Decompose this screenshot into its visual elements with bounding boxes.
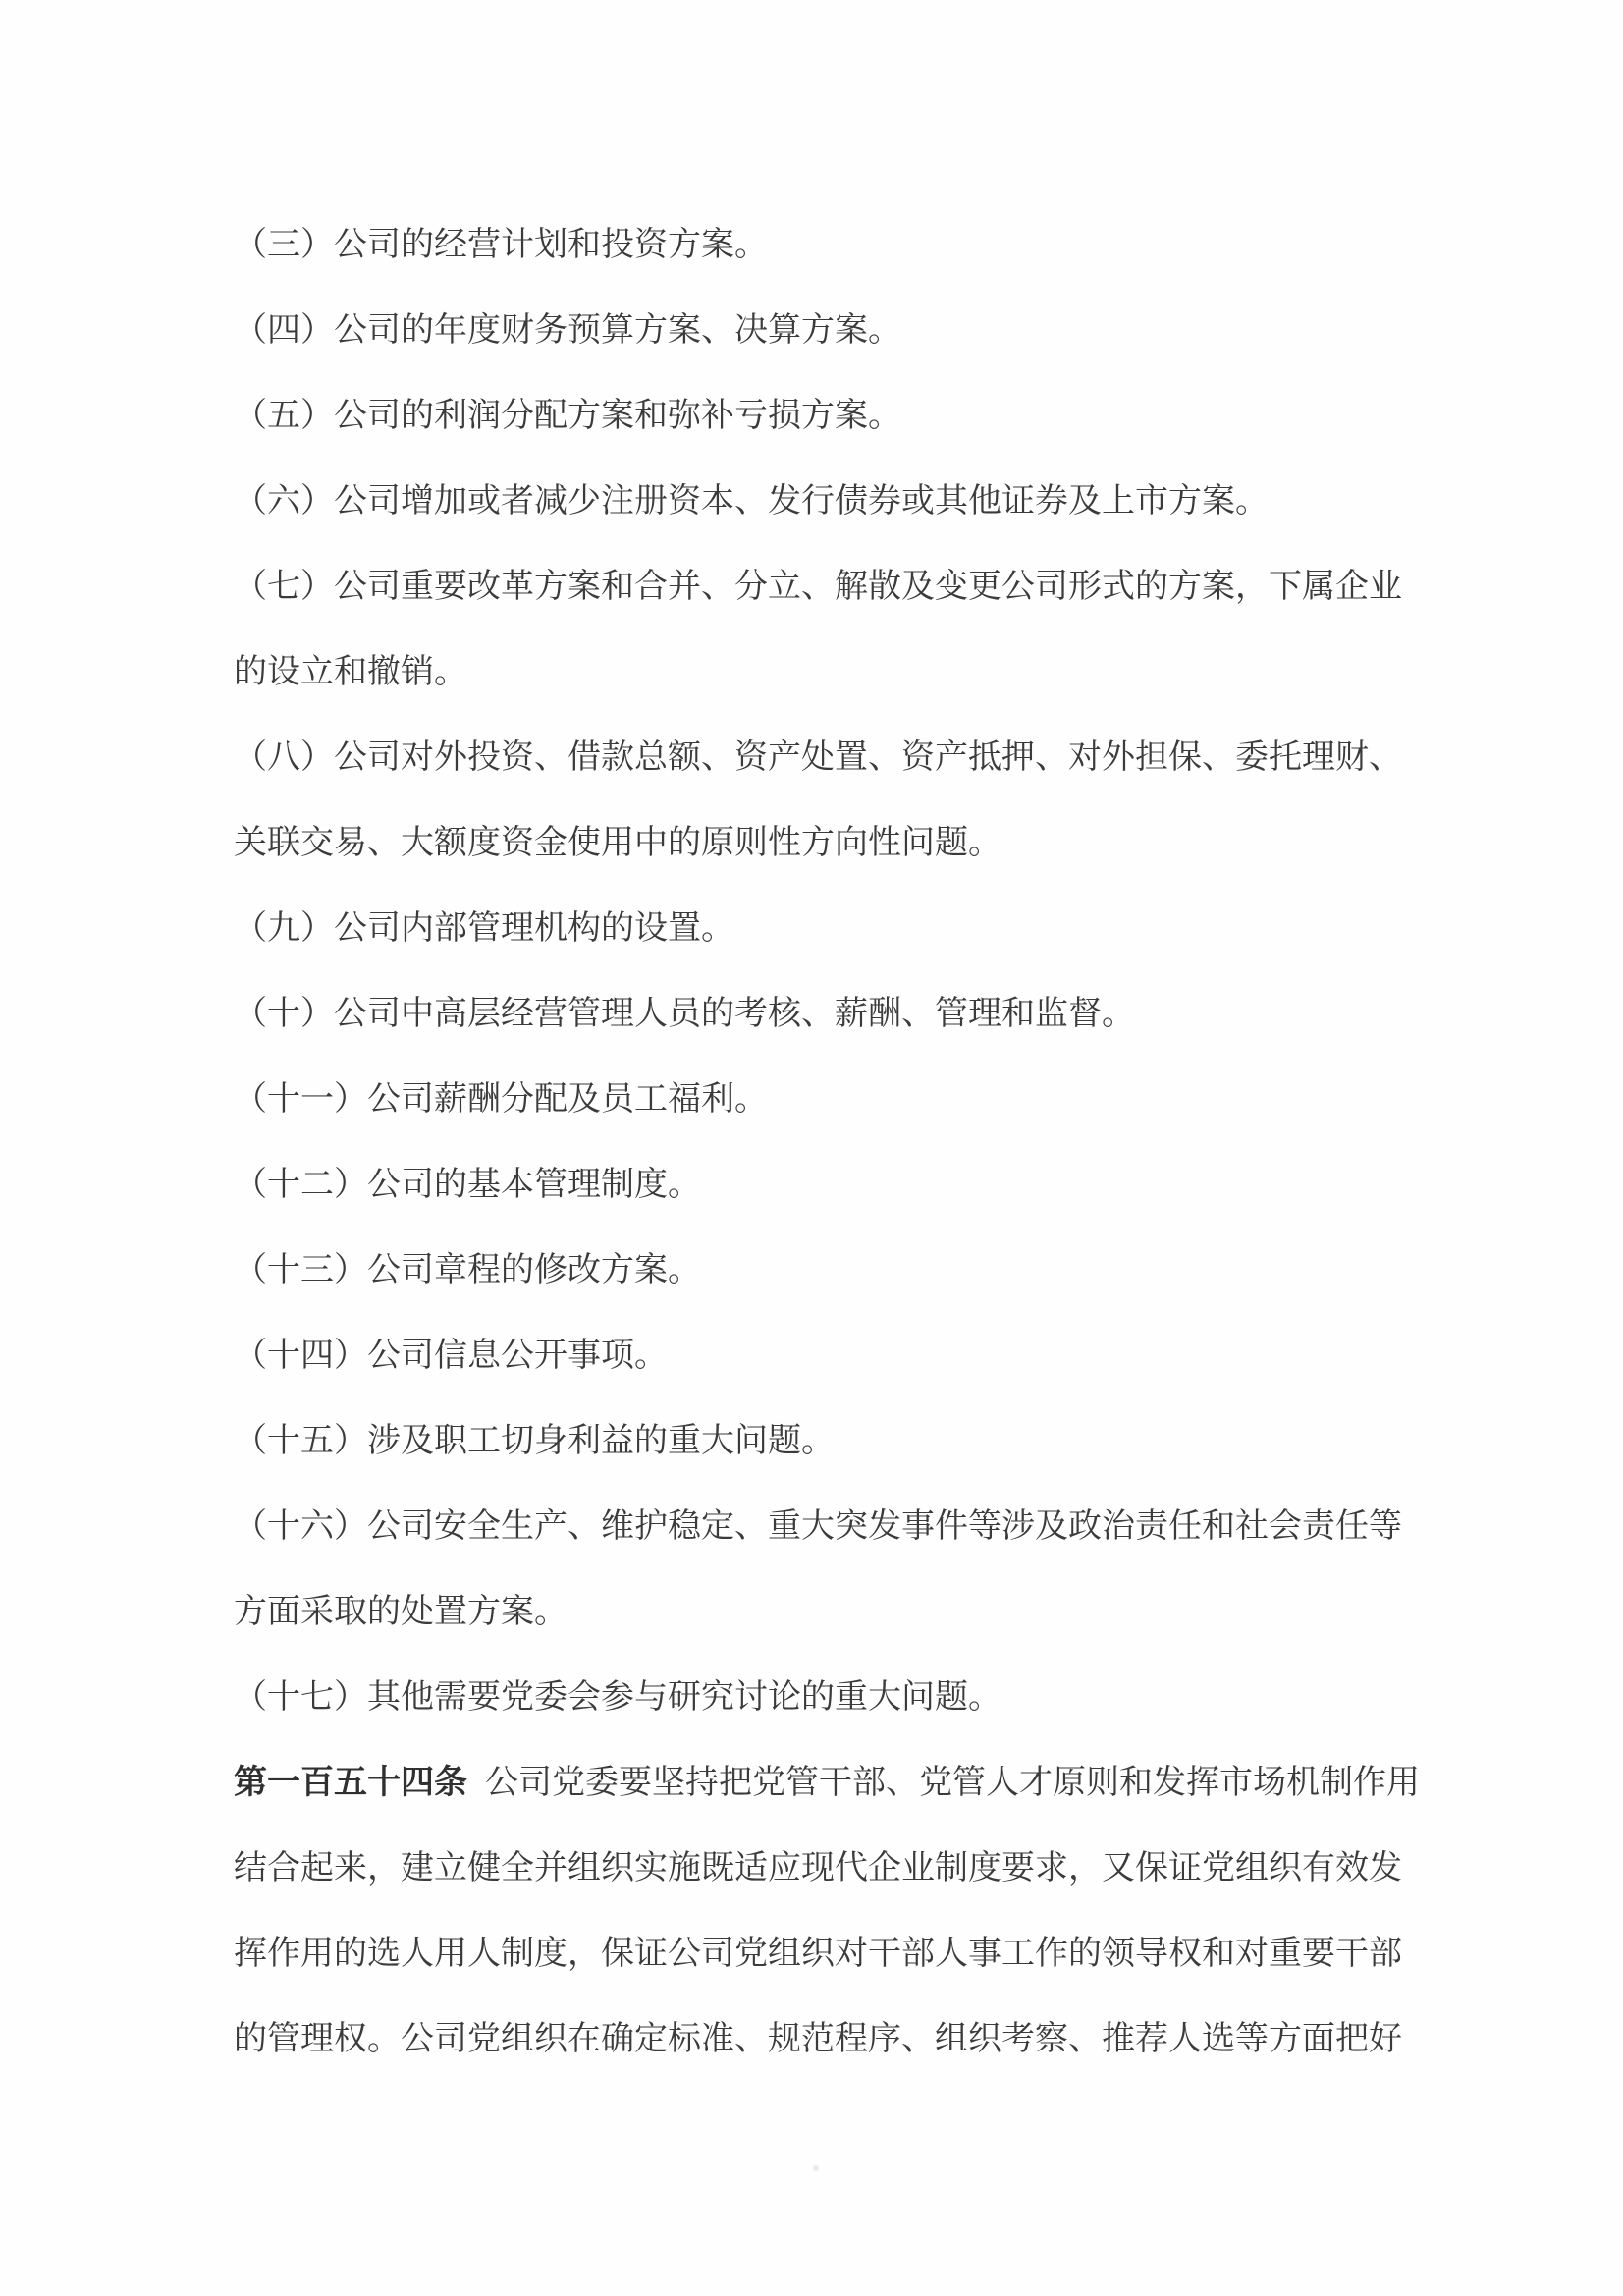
list-item-5: （五）公司的利润分配方案和弥补亏损方案。 [234, 398, 901, 434]
list-item-7-line-2: 的设立和撤销。 [234, 654, 467, 690]
list-item-4: （四）公司的年度财务预算方案、决算方案。 [234, 312, 901, 349]
list-item-8-line-1: （八）公司对外投资、借款总额、资产处置、资产抵押、对外担保、委托理财、 [234, 739, 1402, 776]
list-item-15: （十五）涉及职工切身利益的重大问题。 [234, 1423, 835, 1459]
list-item-3: （三）公司的经营计划和投资方案。 [234, 227, 768, 263]
list-item-8-line-2: 关联交易、大额度资金使用中的原则性方向性问题。 [234, 825, 1001, 861]
list-item-11: （十一）公司薪酬分配及员工福利。 [234, 1081, 768, 1118]
list-item-16-line-2: 方面采取的处置方案。 [234, 1594, 568, 1630]
list-item-9: （九）公司内部管理机构的设置。 [234, 910, 734, 947]
article-154-line-3: 挥作用的选人用人制度，保证公司党组织对干部人事工作的领导权和对重要干部 [234, 1936, 1402, 1972]
article-154-line-2: 结合起来，建立健全并组织实施既适应现代企业制度要求，又保证党组织有效发 [234, 1850, 1402, 1886]
scan-artifact [813, 2165, 819, 2171]
list-item-13: （十三）公司章程的修改方案。 [234, 1252, 701, 1288]
article-154-text: 公司党委要坚持把党管干部、党管人才原则和发挥市场机制作用 [485, 1765, 1420, 1801]
list-item-7-line-1: （七）公司重要改革方案和合并、分立、解散及变更公司形式的方案，下属企业 [234, 569, 1402, 605]
list-item-17: （十七）其他需要党委会参与研究讨论的重大问题。 [234, 1679, 1001, 1716]
list-item-14: （十四）公司信息公开事项。 [234, 1338, 668, 1374]
list-item-6: （六）公司增加或者减少注册资本、发行债券或其他证券及上市方案。 [234, 483, 1269, 519]
article-154-line-1 [234, 1740, 1427, 1826]
article-154-number: 第一百五十四条 [234, 1765, 467, 1801]
list-item-12: （十二）公司的基本管理制度。 [234, 1167, 701, 1203]
list-item-10: （十）公司中高层经营管理人员的考核、薪酬、管理和监督。 [234, 996, 1135, 1032]
article-154-line-4: 的管理权。公司党组织在确定标准、规范程序、组织考察、推荐人选等方面把好 [234, 2021, 1402, 2057]
list-item-16-line-1: （十六）公司安全生产、维护稳定、重大突发事件等涉及政治责任和社会责任等 [234, 1508, 1402, 1545]
